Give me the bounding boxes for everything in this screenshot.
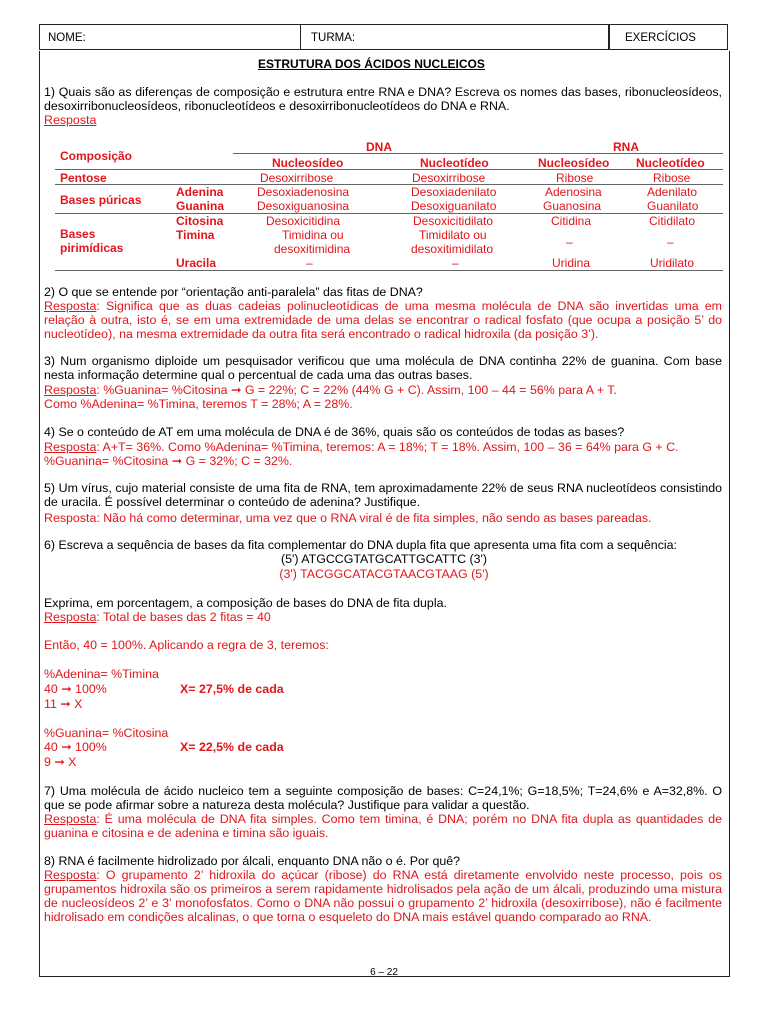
guanina-citosina-title: %Guanina= %Citosina xyxy=(44,726,169,740)
adenina-timina-line-2: 11 ➞ X xyxy=(44,697,83,711)
cell: desoxitimidilato xyxy=(411,242,494,256)
question-1: 1) Quais são as diferenças de composição e estrutura entre RNA e DNA? Escreva os nomes das bases, ribonucleosídeos, desoxirribonucleosídeos, ribonucleotídeos e desoxirribonucleotídeos do DNA e RNA. xyxy=(44,85,722,113)
row-timina-label: Timina xyxy=(176,228,215,242)
row-bases-puricas-label: Bases púricas xyxy=(60,193,142,207)
question-4: 4) Se o conteúdo de AT em uma molécula de DNA é de 36%, quais são os conteúdos de todas as bases? xyxy=(44,425,625,439)
cell: Desoxirribose xyxy=(260,171,334,185)
header-section-box xyxy=(609,24,728,50)
cell: Adenilato xyxy=(647,185,698,199)
answer-3-line-2: Como %Adenina= %Timina, teremos T = 28%; A = 28%. xyxy=(44,397,353,411)
answer-label-7: Resposta xyxy=(44,812,97,826)
answer-6-rule: Então, 40 = 100%. Aplicando a regra de 3, teremos: xyxy=(44,638,329,652)
table-header-dna: DNA xyxy=(366,140,392,154)
answer-label-6: Resposta xyxy=(44,610,97,624)
cell: Uridina xyxy=(552,256,591,270)
rule xyxy=(55,184,723,185)
guanina-citosina-line-1: 40 ➞ 100% xyxy=(44,740,107,754)
rule xyxy=(55,213,723,214)
row-pentose-label: Pentose xyxy=(60,171,107,185)
row-bases-pirimidicas-label-2: pirimídicas xyxy=(60,241,124,255)
cell: – xyxy=(452,256,459,270)
cell: Guanosina xyxy=(543,199,602,213)
cell: Timidilato ou xyxy=(419,228,487,242)
header-composicao: Composição xyxy=(60,149,133,163)
row-guanina-label: Guanina xyxy=(176,199,225,213)
answer-label-3: Resposta xyxy=(44,383,97,397)
name-label: NOME: xyxy=(48,32,86,44)
cell: Desoxiadenosina xyxy=(257,185,350,199)
guanina-citosina-line-2: 9 ➞ X xyxy=(44,755,77,769)
header-rna-nucleotideo: Nucleotídeo xyxy=(636,156,705,170)
page-title: ESTRUTURA DOS ÁCIDOS NUCLEICOS xyxy=(258,57,485,71)
answer-5: Resposta: Não há como determinar, uma vez que o RNA viral é de fita simples, não sendo as bases pareadas. xyxy=(44,511,652,525)
question-3: 3) Num organismo diploide um pesquisador verificou que uma molécula de DNA continha 22% de guanina. Com base nesta informação determine qual o percentual de cada uma das outras bases. xyxy=(44,354,722,382)
cell: Timidina ou xyxy=(282,228,344,242)
header-name-box xyxy=(39,24,609,50)
cell: – xyxy=(667,235,674,249)
guanina-citosina-result: X= 22,5% de cada xyxy=(180,740,284,754)
header-dna-nucleotideo: Nucleotídeo xyxy=(420,156,489,170)
cell: Desoxicitidina xyxy=(266,214,341,228)
question-7: 7) Uma molécula de ácido nucleico tem a seguinte composição de bases: C=24,1%; G=18,5%; T=24,6% e A=32,8%. O que se pode afirmar sobre a natureza desta molécula? Justifique para validar a questão. xyxy=(44,784,722,812)
answer-label-2: Resposta xyxy=(44,299,97,313)
answer-8-text: : O grupamento 2’ hidroxila do açúcar (ribose) do RNA está diretamente envolvido neste processo, pois os grupamentos hidroxila são os primeiros a serem rapidamente hidrolisados pela ação de um álcali, produzindo uma mistura de nucleosídeos 2’ e 3’ monofosfatos. Como o DNA não possui o grupamento 2’ hidroxila (desoxirribose), não é facilmente hidrolisado em condições alcalinas, o que torna o esqueleto do DNA mais estável quando comparado ao RNA. xyxy=(44,868,722,924)
cell: Desoxirribose xyxy=(412,171,486,185)
answer-label-8: Resposta xyxy=(44,868,97,882)
cell: Desoxicitidilato xyxy=(413,214,494,228)
answer-8 xyxy=(44,868,722,924)
question-6-part-2: Exprima, em porcentagem, a composição de bases do DNA de fita dupla. xyxy=(44,596,447,610)
question-8: 8) RNA é facilmente hidrolizado por álcali, enquanto DNA não o é. Por quê? xyxy=(44,854,461,868)
answer-6-total: : Total de bases das 2 fitas = 40 xyxy=(96,610,271,624)
answer-2 xyxy=(44,299,722,341)
sequence-given: (5') ATGCCGTATGCATTGCATTC (3') xyxy=(281,552,487,566)
page-number: 6 – 22 xyxy=(370,967,398,978)
rule xyxy=(55,270,723,271)
header-divider xyxy=(300,24,301,50)
row-uracila-label: Uracila xyxy=(176,256,217,270)
answer-4 xyxy=(44,440,722,454)
answer-2-text: : Significa que as duas cadeias polinucleotídicas de uma mesma molécula de DNA são invertidas uma em relação à outra, isto é, se em uma extremidade de uma delas se encontrar o radical fosfato (que ocupa a posição 5’ do nucleotídeo), na mesma extremidade da outra fita será encontrado o radical hidroxila (da posição 3’). xyxy=(44,299,722,341)
row-bases-pirimidicas-label-1: Bases xyxy=(60,227,96,241)
cell: Ribose xyxy=(556,171,594,185)
cell: desoxitimidina xyxy=(274,242,351,256)
cell: Desoxiguanosina xyxy=(257,199,350,213)
header-rna-nucleosideo: Nucleosídeo xyxy=(538,156,610,170)
cell: – xyxy=(566,235,573,249)
header-dna-nucleosideo: Nucleosídeo xyxy=(272,156,344,170)
answer-3-text: : %Guanina= %Citosina ➞ G = 22%; C = 22% (44% G + C). Assim, 100 – 44 = 56% para A + T. xyxy=(96,383,617,397)
cell: Desoxiguanilato xyxy=(411,199,497,213)
answer-7-text: : É uma molécula de DNA fita simples. Como tem timina, é DNA; porém no DNA fita dupla as quantidades de guanina e citosina e de adenina e timina são iguais. xyxy=(44,812,722,840)
question-2: 2) O que se entende por “orientação anti-paralela” das fitas de DNA? xyxy=(44,285,423,299)
cell: Citidilato xyxy=(649,214,696,228)
cell: Uridilato xyxy=(650,256,695,270)
answer-7 xyxy=(44,812,722,840)
cell: Guanilato xyxy=(647,199,699,213)
cell: Desoxiadenilato xyxy=(411,185,497,199)
adenina-timina-line-1: 40 ➞ 100% xyxy=(44,682,107,696)
adenina-timina-result: X= 27,5% de cada xyxy=(180,682,284,696)
answer-4-line-2: %Guanina= %Citosina ➞ G = 32%; C = 32%. xyxy=(44,454,293,468)
section-label: EXERCÍCIOS xyxy=(625,32,696,44)
answer-4-text: : A+T= 36%. Como %Adenina= %Timina, teremos: A = 18%; T = 18%. Assim, 100 – 36 = 64% para G + C. xyxy=(96,440,679,454)
nucleic-acid-table xyxy=(55,140,723,270)
answer-3 xyxy=(44,383,722,397)
cell: Ribose xyxy=(653,171,691,185)
question-5: 5) Um vírus, cujo material consiste de uma fita de RNA, tem aproximadamente 22% de seus RNA nucleotídeos consistindo de uracila. É possível determinar o conteúdo de adenina? Justifique. xyxy=(44,481,722,509)
answer-label-4: Resposta xyxy=(44,440,97,454)
table-header-rna: RNA xyxy=(613,140,639,154)
rule xyxy=(55,169,723,170)
sequence-answer: (3') TACGGCATACGTAACGTAAG (5') xyxy=(279,567,489,581)
rule xyxy=(233,153,723,154)
adenina-timina-title: %Adenina= %Timina xyxy=(44,667,159,681)
row-citosina-label: Citosina xyxy=(176,214,224,228)
cell: Citidina xyxy=(551,214,592,228)
cell: Adenosina xyxy=(545,185,602,199)
answer-label-1: Resposta xyxy=(44,113,97,127)
answer-6 xyxy=(44,610,722,624)
cell: – xyxy=(306,256,313,270)
question-6: 6) Escreva a sequência de bases da fita complementar do DNA dupla fita que apresenta uma fita com a sequência: xyxy=(44,538,677,552)
class-label: TURMA: xyxy=(311,32,356,44)
row-adenina-label: Adenina xyxy=(176,185,224,199)
